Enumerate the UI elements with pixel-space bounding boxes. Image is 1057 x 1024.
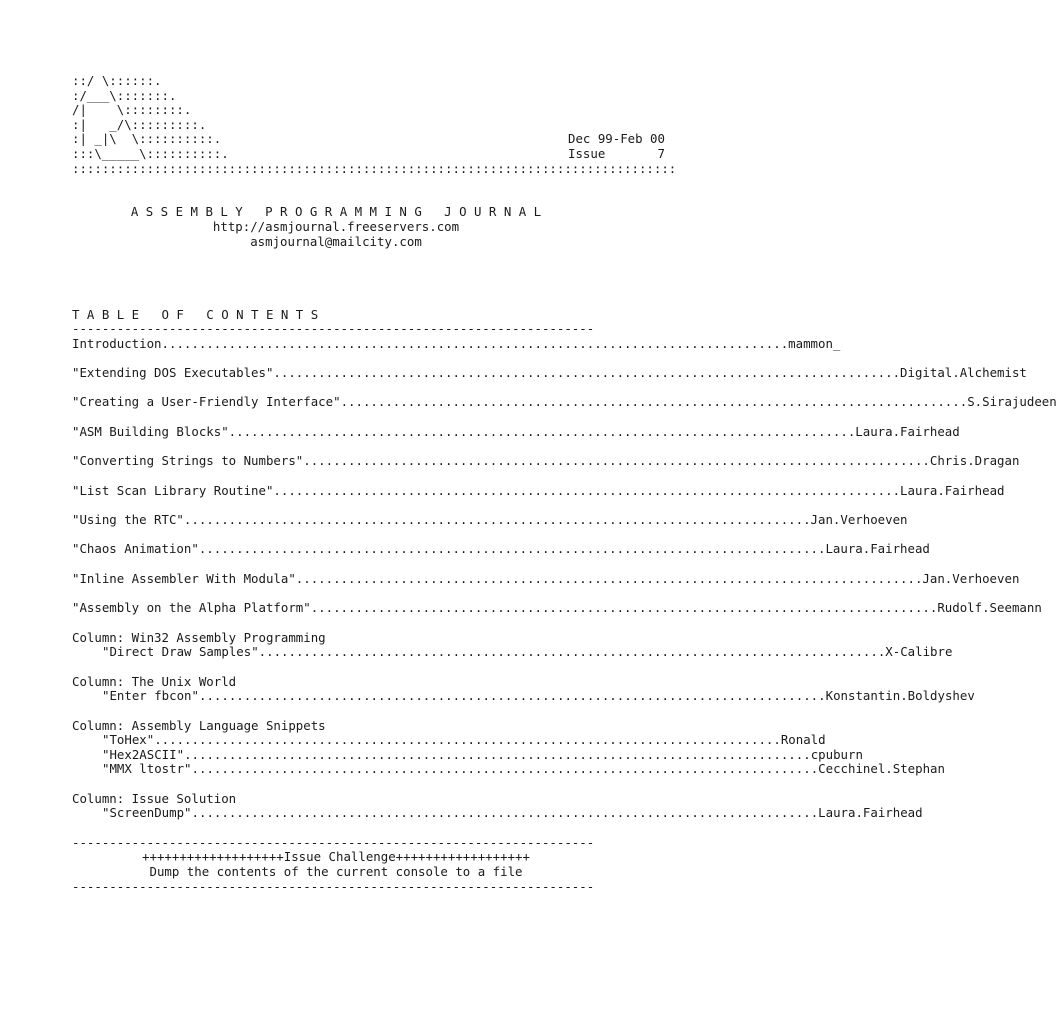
toc-column-item	[72, 805, 923, 821]
toc-entry-author: Jan.Verhoeven	[922, 570, 1020, 586]
dot-leader: ....................................................................................	[273, 482, 901, 498]
issue-number: 7	[657, 145, 665, 161]
dot-leader: ....................................................................................	[161, 335, 789, 351]
toc-column-item	[72, 688, 975, 704]
issue-number-line	[568, 147, 668, 162]
issue-date: Dec 99-Feb 00	[568, 131, 665, 147]
toc-entry	[72, 570, 1020, 587]
toc-entry	[72, 512, 908, 528]
challenge-text: Dump the contents of the current console to a file	[149, 863, 523, 879]
toc-entry	[72, 423, 960, 440]
toc-entry-title: "Direct Draw Samples"	[102, 644, 259, 660]
toc-entry-author: cpuburn	[810, 746, 863, 762]
dot-leader: ....................................................................................	[198, 688, 826, 704]
toc-entry-author: Laura.Fairhead	[818, 805, 923, 821]
toc-column-item	[72, 746, 863, 763]
toc-entry-author: Laura.Fairhead	[825, 541, 930, 557]
issue-info	[568, 132, 668, 161]
toc-entry-author: Digital.Alchemist	[900, 365, 1027, 381]
toc-entry-author: Jan.Verhoeven	[810, 512, 908, 528]
dot-leader: ....................................................................................	[295, 570, 923, 586]
toc-column-group	[72, 629, 953, 660]
toc-entry-author: Laura.Fairhead	[855, 423, 960, 439]
toc-entry-title: "Using the RTC"	[72, 512, 184, 528]
toc-column-heading: Column: The Unix World	[72, 673, 237, 689]
logo-line: ::/ \::::::.	[72, 73, 162, 88]
toc-entry-title: "ToHex"	[102, 732, 155, 748]
toc-entry-title: Introduction	[72, 335, 162, 351]
dot-leader: ....................................................................................	[198, 541, 826, 557]
toc-entry-author: mammon_	[788, 335, 841, 351]
dot-leader: ....................................................................................	[228, 423, 856, 439]
journal-page	[72, 73, 1057, 894]
toc-entry-title: "Hex2ASCII"	[102, 746, 185, 762]
dot-leader: ....................................................................................	[303, 453, 930, 469]
challenge-title: +++++++++++++++++++Issue Challenge++++++++++++++++++	[142, 849, 530, 865]
dot-leader: ....................................................................................	[258, 644, 886, 660]
logo-line: :| _/\:::::::::.	[72, 116, 207, 132]
toc-entry-title: "Extending DOS Executables"	[72, 365, 274, 381]
toc-column-group	[72, 790, 923, 821]
toc-entry	[72, 482, 1005, 499]
journal-title: A S S E M B L Y P R O G R A M M I N G J O U R N A L	[130, 204, 542, 220]
toc-entry	[72, 541, 930, 557]
toc-entry	[72, 394, 1057, 410]
toc-column-heading: Column: Issue Solution	[72, 790, 237, 806]
toc-entry-title: "Converting Strings to Numbers"	[72, 453, 304, 469]
logo-line: /| \::::::::.	[72, 102, 192, 118]
toc-entry-author: Cecchinel.Stephan	[818, 761, 945, 777]
dot-leader: ....................................................................................	[184, 746, 811, 762]
toc-column-item	[72, 732, 826, 748]
toc-entry-author: X-Calibre	[885, 644, 953, 660]
toc-entry-title: "Enter fbcon"	[102, 688, 199, 704]
toc-column-item	[72, 644, 953, 660]
toc-entry-author: Ronald	[780, 732, 826, 748]
toc-column-heading: Column: Win32 Assembly Programming	[72, 629, 326, 645]
toc-entry-author: Rudolf.Seemann	[937, 600, 1042, 616]
toc-entry-title: "MMX ltostr"	[102, 761, 192, 777]
logo-line: :| _|\ \::::::::::.	[72, 131, 222, 147]
toc-entry-author: Konstantin.Boldyshev	[825, 688, 975, 704]
header-rule: :::::::::::::::::::::::::::::::::::::::::::::::::::::::::::::::::::::::::::::::::	[72, 160, 677, 176]
dot-leader: ....................................................................................	[310, 600, 938, 616]
toc-column-group	[72, 673, 975, 704]
dot-leader: ....................................................................................	[191, 805, 819, 821]
toc-heading: T A B L E O F C O N T E N T S	[72, 306, 319, 322]
dot-leader: ....................................................................................	[273, 365, 901, 381]
toc-entry-author: S.Sirajudeen	[967, 394, 1057, 410]
toc-column-heading: Column: Assembly Language Snippets	[72, 717, 326, 733]
dot-leader: ....................................................................................	[340, 394, 968, 410]
toc-columns	[72, 629, 975, 821]
dot-leader: ....................................................................................	[191, 761, 819, 777]
toc-entry-title: "ScreenDump"	[102, 805, 192, 821]
issue-label: Issue	[568, 145, 606, 161]
logo-line: :/___\:::::::.	[72, 87, 177, 103]
challenge-rule-bottom: ----------------------------------------------------------------------	[72, 878, 595, 894]
toc-rule: ----------------------------------------------------------------------	[72, 321, 595, 337]
journal-email: asmjournal@mailcity.com	[250, 233, 422, 249]
toc-entry-title: "Chaos Animation"	[72, 541, 199, 557]
toc-entry-author: Chris.Dragan	[929, 453, 1020, 469]
toc-entry-author: Laura.Fairhead	[900, 482, 1005, 498]
dot-leader: ....................................................................................	[154, 732, 781, 748]
journal-url: http://asmjournal.freeservers.com	[212, 218, 460, 234]
toc-column-group	[72, 717, 945, 777]
toc-entry	[72, 600, 1042, 616]
logo-line: :::\_____\::::::::::.	[72, 145, 229, 161]
toc-entry-title: "ASM Building Blocks"	[72, 423, 229, 439]
toc-entry	[72, 365, 1027, 381]
dot-leader: ....................................................................................	[183, 512, 811, 528]
toc-column-item	[72, 761, 945, 777]
toc-entry-title: "Assembly on the Alpha Platform"	[72, 600, 311, 616]
toc-entry	[72, 453, 1020, 469]
toc-list	[72, 335, 1057, 616]
toc-entry-title: "Inline Assembler With Modula"	[72, 570, 296, 586]
toc-entry-title: "List Scan Library Routine"	[72, 482, 274, 498]
toc-entry-title: "Creating a User-Friendly Interface"	[72, 394, 341, 410]
toc-entry	[72, 335, 841, 352]
challenge-rule-top: ----------------------------------------------------------------------	[72, 834, 595, 850]
masthead	[72, 74, 712, 176]
